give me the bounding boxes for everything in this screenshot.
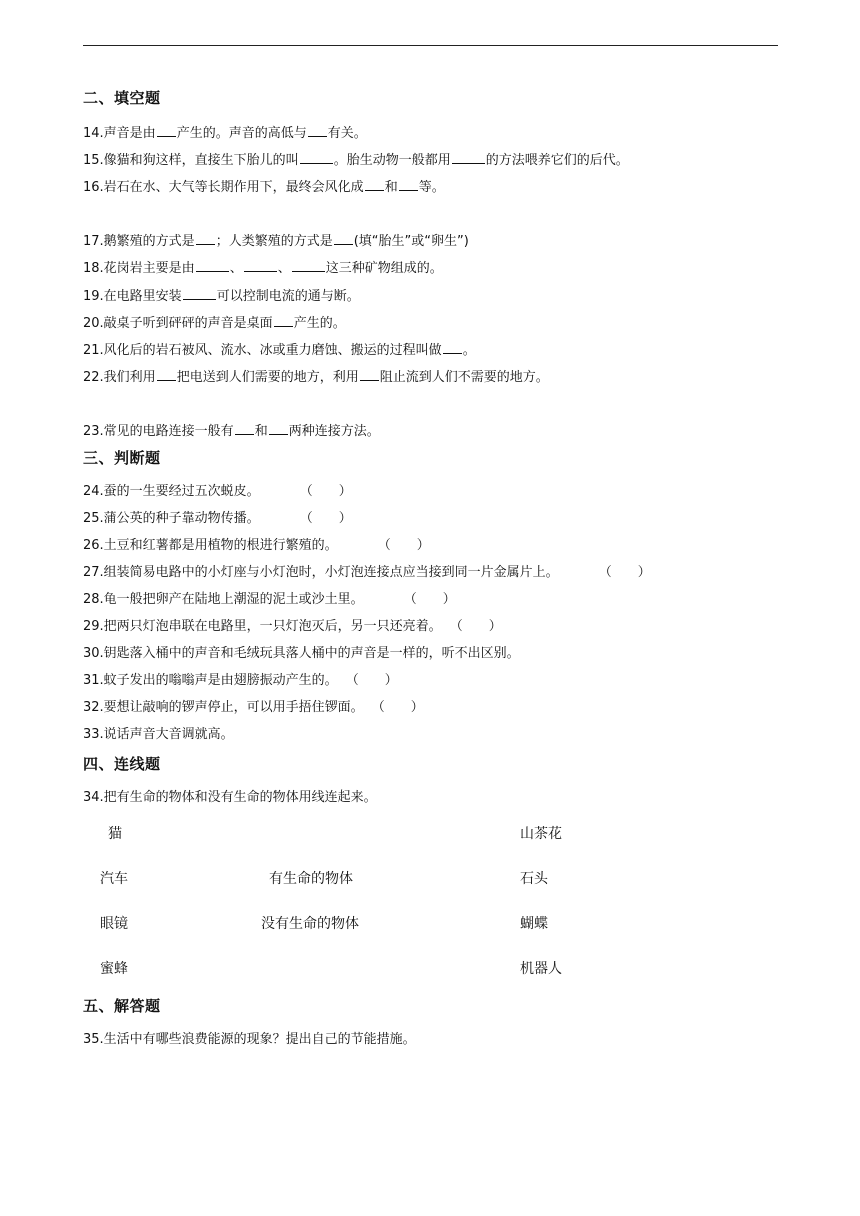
q16-blank-1[interactable] bbox=[365, 177, 384, 191]
q23-text-c: 两种连接方法。 bbox=[288, 424, 380, 439]
question-31 bbox=[83, 673, 398, 689]
match-left-1[interactable]: 猫 bbox=[108, 826, 122, 842]
q27-text: 27.组装简易电路中的小灯座与小灯泡时，小灯泡连接点应当接到同一片金属片上。 bbox=[83, 565, 559, 580]
q26-text: 26.土豆和红薯都是用植物的根进行繁殖的。 bbox=[83, 538, 338, 553]
q29-answer-paren[interactable]: （ ） bbox=[449, 619, 502, 634]
section-title-answer: 五、解答题 bbox=[83, 997, 161, 1015]
q17-text-a: 17.鹅繁殖的方式是 bbox=[83, 234, 195, 249]
q23-text-b: 和 bbox=[254, 424, 268, 439]
q21-text-a: 21.风化后的岩石被风、流水、冰或重力磨蚀、搬运的过程叫做 bbox=[83, 343, 442, 358]
q18-text-c: 、 bbox=[277, 261, 291, 276]
question-21 bbox=[83, 340, 476, 359]
question-22 bbox=[83, 367, 549, 386]
q26-answer-paren[interactable]: （ ） bbox=[377, 538, 430, 553]
q15-blank-1[interactable] bbox=[300, 150, 333, 164]
section-title-fill: 二、填空题 bbox=[83, 89, 161, 107]
question-23 bbox=[83, 421, 380, 440]
q18-blank-3[interactable] bbox=[292, 258, 325, 272]
q17-blank-2[interactable] bbox=[334, 231, 353, 245]
q16-text-b: 和 bbox=[384, 180, 398, 195]
q20-blank-1[interactable] bbox=[274, 313, 293, 327]
q30-text: 30.钥匙落入桶中的声音和毛绒玩具落人桶中的声音是一样的，听不出区别。 bbox=[83, 646, 520, 661]
q21-text-b: 。 bbox=[462, 343, 476, 358]
q17-blank-1[interactable] bbox=[196, 231, 215, 245]
q17-text-c: (填“胎生”或“卵生”) bbox=[353, 234, 469, 249]
q22-text-a: 22.我们利用 bbox=[83, 370, 156, 385]
q14-text-b: 产生的。声音的高低与 bbox=[176, 126, 307, 141]
q25-text: 25.蒲公英的种子靠动物传播。 bbox=[83, 511, 260, 526]
q14-text-c: 有关。 bbox=[327, 126, 367, 141]
question-28 bbox=[83, 592, 456, 608]
q19-text-b: 可以控制电流的通与断。 bbox=[216, 289, 360, 304]
q18-text-a: 18.花岗岩主要是由 bbox=[83, 261, 195, 276]
q15-text-c: 的方法喂养它们的后代。 bbox=[485, 153, 629, 168]
question-19 bbox=[83, 286, 360, 305]
q32-answer-paren[interactable]: （ ） bbox=[371, 700, 424, 715]
match-left-2[interactable]: 汽车 bbox=[100, 871, 128, 887]
question-35: 35.生活中有哪些浪费能源的现象？提出自己的节能措施。 bbox=[83, 1032, 416, 1047]
q22-blank-1[interactable] bbox=[157, 367, 176, 381]
q21-blank-1[interactable] bbox=[443, 340, 462, 354]
q29-text: 29.把两只灯泡串联在电路里，一只灯泡灭后，另一只还亮着。 bbox=[83, 619, 442, 634]
q23-blank-1[interactable] bbox=[235, 421, 254, 435]
q15-text-a: 15.像猫和狗这样，直接生下胎儿的叫 bbox=[83, 153, 299, 168]
q22-blank-2[interactable] bbox=[360, 367, 379, 381]
header-rule bbox=[83, 45, 778, 46]
q18-text-d: 这三种矿物组成的。 bbox=[325, 261, 443, 276]
match-right-3[interactable]: 蝴蝶 bbox=[520, 916, 548, 932]
question-27 bbox=[83, 565, 651, 581]
match-middle-living[interactable]: 有生命的物体 bbox=[269, 871, 353, 887]
q20-text-b: 产生的。 bbox=[293, 316, 346, 331]
question-30 bbox=[83, 646, 520, 662]
q18-text-b: 、 bbox=[229, 261, 243, 276]
q33-text: 33.说话声音大音调就高。 bbox=[83, 727, 234, 742]
q32-text: 32.要想让敲响的锣声停止，可以用手捂住锣面。 bbox=[83, 700, 364, 715]
question-25 bbox=[83, 511, 352, 527]
question-17 bbox=[83, 231, 469, 250]
q15-blank-2[interactable] bbox=[452, 150, 485, 164]
q19-text-a: 19.在电路里安装 bbox=[83, 289, 182, 304]
q16-text-a: 16.岩石在水、大气等长期作用下，最终会风化成 bbox=[83, 180, 364, 195]
q23-blank-2[interactable] bbox=[269, 421, 288, 435]
q15-text-b: 。胎生动物一般都用 bbox=[333, 153, 451, 168]
section-title-judge: 三、判断题 bbox=[83, 449, 161, 467]
q20-text-a: 20.敲桌子听到砰砰的声音是桌面 bbox=[83, 316, 273, 331]
q25-answer-paren[interactable]: （ ） bbox=[299, 511, 352, 526]
question-15 bbox=[83, 150, 629, 169]
q23-text-a: 23.常见的电路连接一般有 bbox=[83, 424, 234, 439]
q14-text-a: 14.声音是由 bbox=[83, 126, 156, 141]
match-middle-nonliving[interactable]: 没有生命的物体 bbox=[261, 916, 359, 932]
q22-text-b: 把电送到人们需要的地方，利用 bbox=[176, 370, 359, 385]
question-29 bbox=[83, 619, 502, 635]
q19-blank-1[interactable] bbox=[183, 286, 216, 300]
question-34: 34.把有生命的物体和没有生命的物体用线连起来。 bbox=[83, 790, 377, 805]
question-18 bbox=[83, 258, 443, 277]
match-right-2[interactable]: 石头 bbox=[520, 871, 548, 887]
q24-answer-paren[interactable]: （ ） bbox=[299, 484, 352, 499]
question-33 bbox=[83, 727, 234, 743]
question-26 bbox=[83, 538, 430, 554]
question-32 bbox=[83, 700, 424, 716]
match-left-3[interactable]: 眼镜 bbox=[100, 916, 128, 932]
match-right-4[interactable]: 机器人 bbox=[520, 961, 562, 977]
q24-text: 24.蚕的一生要经过五次蜕皮。 bbox=[83, 484, 260, 499]
q22-text-c: 阻止流到人们不需要的地方。 bbox=[379, 370, 549, 385]
q14-blank-2[interactable] bbox=[308, 123, 327, 137]
q27-answer-paren[interactable]: （ ） bbox=[598, 565, 651, 580]
q28-text: 28.龟一般把卵产在陆地上潮湿的泥土或沙土里。 bbox=[83, 592, 364, 607]
q17-text-b: ；人类繁殖的方式是 bbox=[215, 234, 333, 249]
q31-text: 31.蚊子发出的嗡嗡声是由翅膀振动产生的。 bbox=[83, 673, 338, 688]
q14-blank-1[interactable] bbox=[157, 123, 176, 137]
question-16 bbox=[83, 177, 445, 196]
match-right-1[interactable]: 山茶花 bbox=[520, 826, 562, 842]
q16-blank-2[interactable] bbox=[399, 177, 418, 191]
q18-blank-2[interactable] bbox=[244, 258, 277, 272]
q28-answer-paren[interactable]: （ ） bbox=[403, 592, 456, 607]
q16-text-c: 等。 bbox=[418, 180, 445, 195]
question-14 bbox=[83, 123, 367, 142]
section-title-match: 四、连线题 bbox=[83, 755, 161, 773]
question-24 bbox=[83, 484, 352, 500]
match-left-4[interactable]: 蜜蜂 bbox=[100, 961, 128, 977]
q31-answer-paren[interactable]: （ ） bbox=[345, 673, 398, 688]
question-20 bbox=[83, 313, 346, 332]
q18-blank-1[interactable] bbox=[196, 258, 229, 272]
